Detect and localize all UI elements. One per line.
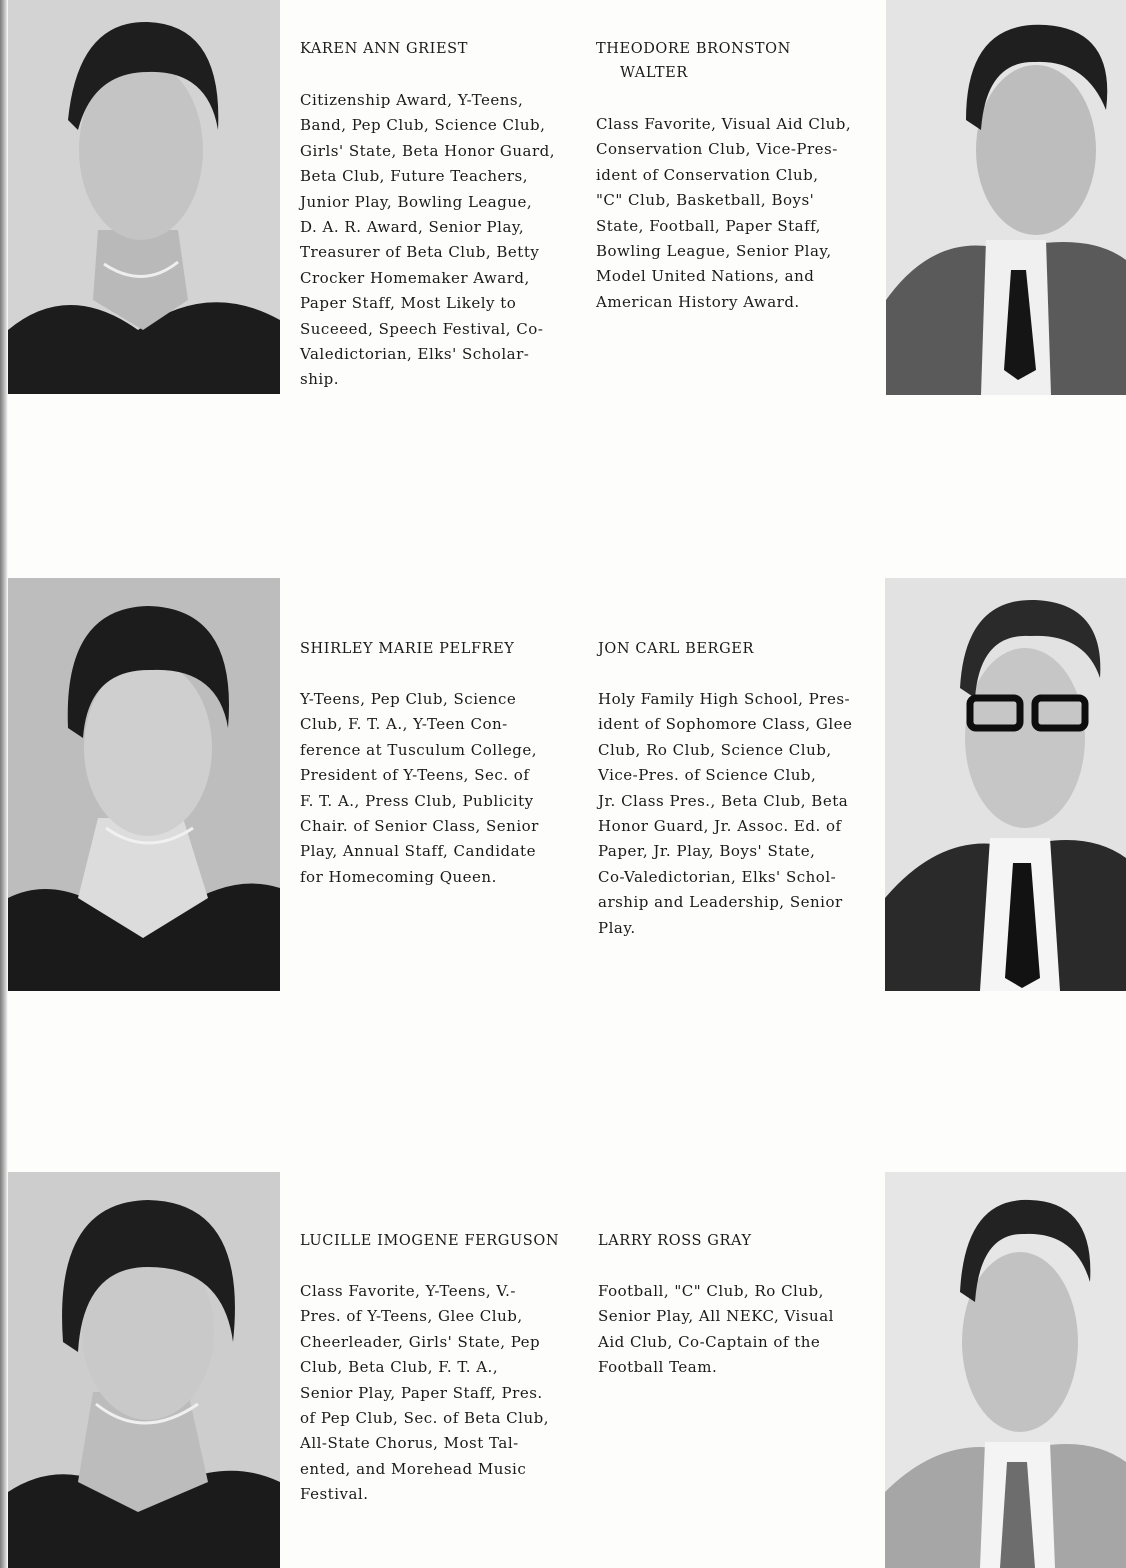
bio-line: Junior Play, Bowling League, bbox=[300, 192, 533, 211]
bio-line: Festival. bbox=[300, 1485, 369, 1504]
bio-line: Football, "C" Club, Ro Club, bbox=[598, 1282, 824, 1300]
bio-line: Holy Family High School, Pres- bbox=[598, 690, 851, 708]
name-line: LUCILLE IMOGENE FERGUSON bbox=[300, 1233, 560, 1249]
bio-line: Treasurer of Beta Club, Betty bbox=[300, 243, 540, 262]
senior-name bbox=[300, 1229, 559, 1253]
bio-line: Citizenship Award, Y-Teens, bbox=[300, 91, 524, 109]
senior-name bbox=[596, 37, 791, 85]
bio-line: F. T. A., Press Club, Publicity bbox=[300, 791, 534, 810]
bio-line: Co-Valedictorian, Elks' Schol- bbox=[598, 867, 837, 886]
bio-line: Y-Teens, Pep Club, Science bbox=[300, 690, 517, 708]
senior-activities bbox=[598, 687, 852, 941]
bio-line: President of Y-Teens, Sec. of bbox=[300, 766, 530, 785]
bio-line: Pres. of Y-Teens, Glee Club, bbox=[300, 1307, 523, 1326]
bio-line: American History Award. bbox=[596, 292, 800, 311]
bio-line: Beta Club, Future Teachers, bbox=[300, 167, 529, 186]
name-line: JON CARL BERGER bbox=[598, 641, 754, 657]
bio-line: Crocker Homemaker Award, bbox=[300, 268, 530, 287]
bio-line: Play. bbox=[598, 918, 636, 937]
bio-line: Girls' State, Beta Honor Guard, bbox=[300, 141, 556, 160]
portrait-photo-larry-gray bbox=[885, 1172, 1126, 1568]
bio-line: Football Team. bbox=[598, 1358, 718, 1377]
bio-line: Band, Pep Club, Science Club, bbox=[300, 116, 546, 135]
bio-line: Bowling League, Senior Play, bbox=[596, 242, 832, 261]
bio-line: Play, Annual Staff, Candidate bbox=[300, 842, 536, 861]
senior-activities bbox=[596, 112, 851, 315]
bio-line: Class Favorite, Y-Teens, V.- bbox=[300, 1282, 516, 1300]
bio-line: Valedictorian, Elks' Scholar- bbox=[300, 345, 530, 364]
name-line: THEODORE BRONSTON bbox=[596, 41, 791, 57]
senior-name bbox=[598, 1229, 752, 1253]
bio-line: ference at Tusculum College, bbox=[300, 740, 538, 759]
portrait-photo-lucille-ferguson bbox=[8, 1172, 280, 1568]
senior-activities bbox=[300, 687, 539, 890]
bio-line: Class Favorite, Visual Aid Club, bbox=[596, 115, 852, 133]
bio-line: ented, and Morehead Music bbox=[300, 1459, 527, 1478]
portrait-photo-theodore-walter bbox=[886, 0, 1126, 395]
bio-line: Vice-Pres. of Science Club, bbox=[598, 766, 817, 785]
bio-line: for Homecoming Queen. bbox=[300, 867, 497, 886]
bio-line: ident of Sophomore Class, Glee bbox=[598, 715, 853, 734]
portrait-photo-shirley-pelfrey bbox=[8, 578, 280, 991]
bio-line: All-State Chorus, Most Tal- bbox=[300, 1434, 519, 1453]
bio-line: Model United Nations, and bbox=[596, 267, 815, 286]
bio-line: ship. bbox=[300, 370, 340, 389]
name-line: LARRY ROSS GRAY bbox=[598, 1233, 752, 1249]
senior-name bbox=[598, 637, 754, 661]
bio-line: Suceeed, Speech Festival, Co- bbox=[300, 319, 544, 338]
senior-activities bbox=[598, 1279, 834, 1381]
name-line: KAREN ANN GRIEST bbox=[300, 41, 468, 57]
bio-line: Senior Play, Paper Staff, Pres. bbox=[300, 1383, 543, 1402]
bio-line: Club, F. T. A., Y-Teen Con- bbox=[300, 715, 508, 734]
senior-activities bbox=[300, 1279, 549, 1508]
bio-line: Club, Beta Club, F. T. A., bbox=[300, 1358, 499, 1377]
bio-line: State, Football, Paper Staff, bbox=[596, 216, 821, 235]
bio-line: Senior Play, All NEKC, Visual bbox=[598, 1307, 834, 1326]
bio-line: Paper Staff, Most Likely to bbox=[300, 294, 517, 313]
bio-line: Jr. Class Pres., Beta Club, Beta bbox=[598, 791, 849, 810]
bio-line: Honor Guard, Jr. Assoc. Ed. of bbox=[598, 817, 842, 836]
name-line: WALTER bbox=[620, 65, 688, 81]
bio-line: Chair. of Senior Class, Senior bbox=[300, 817, 539, 836]
bio-line: ident of Conservation Club, bbox=[596, 165, 819, 184]
bio-line: Aid Club, Co-Captain of the bbox=[598, 1332, 821, 1351]
senior-name bbox=[300, 637, 514, 661]
senior-name bbox=[300, 37, 468, 61]
name-line: SHIRLEY MARIE PELFREY bbox=[300, 641, 515, 657]
bio-line: Cheerleader, Girls' State, Pep bbox=[300, 1332, 541, 1351]
senior-activities bbox=[300, 88, 555, 393]
portrait-photo-karen-griest bbox=[8, 0, 280, 394]
bio-line: Club, Ro Club, Science Club, bbox=[598, 740, 832, 759]
page-binding-edge bbox=[0, 0, 8, 1568]
bio-line: "C" Club, Basketball, Boys' bbox=[596, 191, 815, 210]
bio-line: arship and Leadership, Senior bbox=[598, 893, 843, 912]
bio-line: D. A. R. Award, Senior Play, bbox=[300, 218, 525, 237]
bio-line: of Pep Club, Sec. of Beta Club, bbox=[300, 1409, 549, 1428]
bio-line: Paper, Jr. Play, Boys' State, bbox=[598, 842, 816, 861]
bio-line: Conservation Club, Vice-Pres- bbox=[596, 140, 838, 159]
portrait-photo-jon-berger bbox=[885, 578, 1126, 991]
